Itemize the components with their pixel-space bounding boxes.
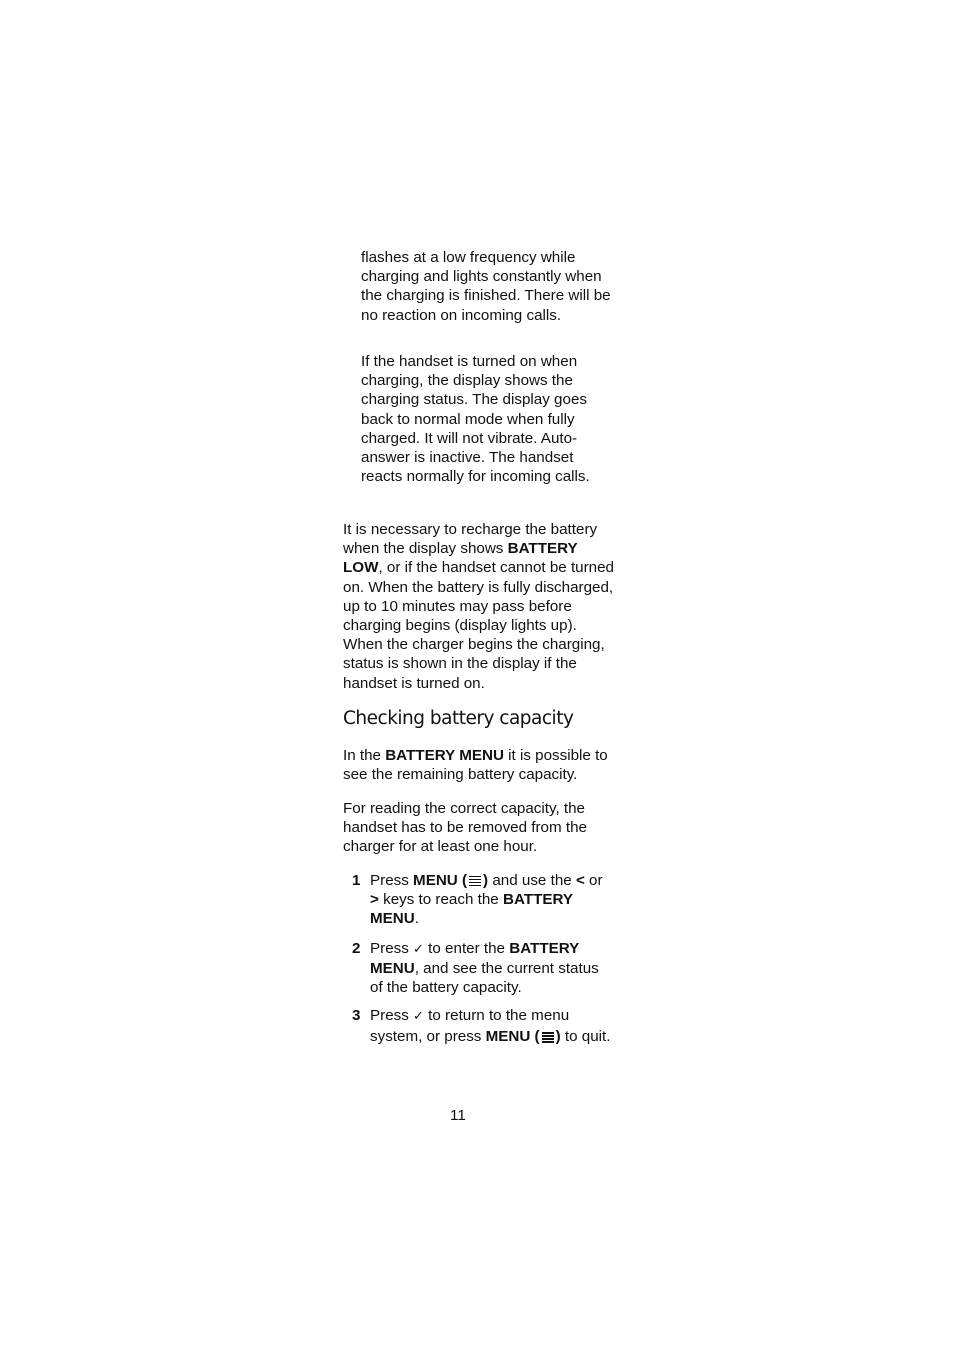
- page-number: 11: [450, 1107, 466, 1124]
- recharge-paragraph: It is necessary to recharge the battery when the display shows BATTERY LOW, or if the handset cannot be turned on. When the battery is fully discharged, up to 10 minutes may pass before charging begins (display lights up). When the charger begins the charging, status is shown in the display if the handset is turned on.: [343, 521, 615, 692]
- step-text: Press ✓ to enter the BATTERY MENU, and see the current status of the battery capacity.: [370, 940, 599, 997]
- step-text: Press MENU ( ) and use the < or > keys to reach the BATTERY MENU.: [370, 872, 603, 928]
- charging-indicator-paragraph: flashes at a low frequency while charging and lights constantly when the charging is finished. There will be no reaction on incoming calls.: [361, 249, 611, 324]
- handset-on-charging-paragraph: If the handset is turned on when charging, the display shows the charging status. The display goes back to normal mode when fully charged. It will not vibrate. Auto-answer is inactive. The handset reacts normally for incoming calls.: [361, 353, 590, 486]
- checkmark-icon: ✓: [413, 1009, 424, 1024]
- battery-menu-term: BATTERY MENU: [385, 747, 504, 764]
- right-key: >: [370, 891, 379, 909]
- left-key: <: [575, 872, 585, 889]
- section-heading: Checking battery capacity: [343, 708, 574, 729]
- menu-icon: [542, 1032, 554, 1042]
- battery-low-term: BATTERY LOW: [343, 540, 578, 577]
- step-text: Press ✓ to return to the menu system, or press MENU ( ) to quit.: [370, 1007, 611, 1046]
- checkmark-icon: ✓: [413, 942, 424, 957]
- step-number: 2: [352, 940, 361, 957]
- step-number: 3: [352, 1007, 361, 1024]
- battery-menu-intro: In the BATTERY MENU it is possible to see the remaining battery capacity.: [343, 747, 608, 784]
- step-number: 1: [352, 872, 361, 889]
- capacity-note: For reading the correct capacity, the handset has to be removed from the charger for at least one hour.: [343, 800, 587, 856]
- menu-icon: [469, 876, 481, 886]
